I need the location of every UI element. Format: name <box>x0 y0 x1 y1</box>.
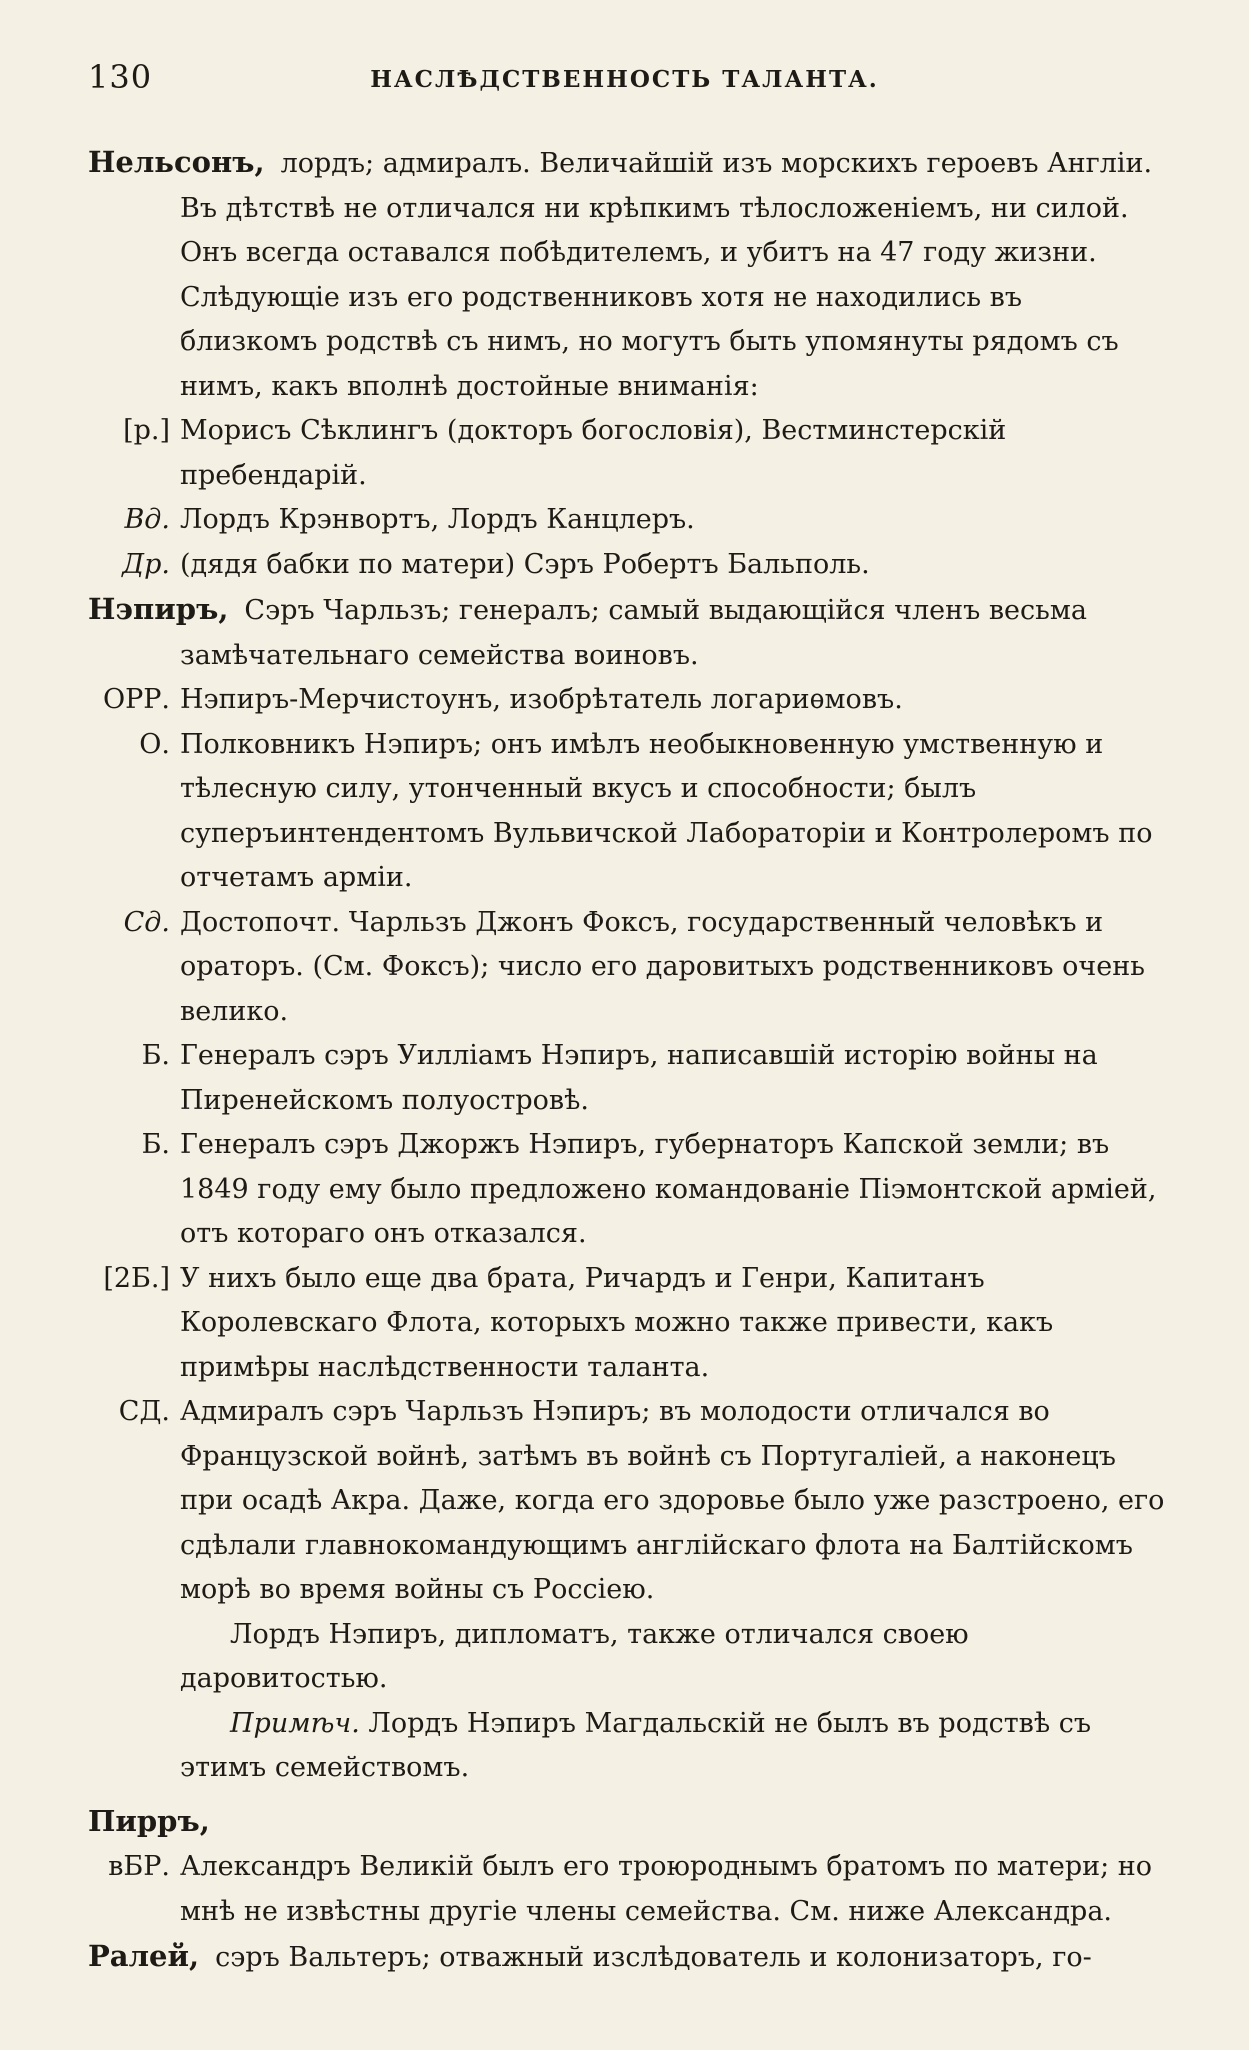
relative-entry <box>88 1257 1168 1391</box>
relation-text: Морисъ Сѣклингъ (докторъ богословія), Вестминстерскій пребендарій. <box>180 415 1007 491</box>
entry-name: Пирръ, <box>88 1803 210 1838</box>
relative-entry <box>88 901 1168 1035</box>
relative-entry <box>88 1034 1168 1123</box>
relation-text: Нэпиръ-Мерчистоунъ, изобрѣтатель логариѳмовъ. <box>180 684 903 715</box>
relation-text: У нихъ было еще два брата, Ричардъ и Генри, Капитанъ Королевскаго Флота, которыхъ можно также привести, какъ примѣры наслѣдственности таланта. <box>180 1262 1054 1383</box>
relation-text: Генералъ сэръ Уилліамъ Нэпиръ, написавшій исторію войны на Пиренейскомъ полуостровѣ. <box>180 1040 1098 1116</box>
relative-entry <box>88 1390 1168 1613</box>
entry-name: Ралей, <box>88 1939 200 1973</box>
paragraph-extra: Лордъ Нэпиръ, дипломатъ, также отличался своею даровитостью. <box>180 1618 969 1694</box>
relation-tag: [2Б.] <box>103 1262 170 1294</box>
relation-tag: Др. <box>122 548 170 580</box>
relation-text: Достопочт. Чарльзъ Джонъ Фоксъ, государственный человѣкъ и ораторъ. (См. Фоксъ); число его даровитыхъ родственниковъ очень велико. <box>180 906 1145 1027</box>
relation-tag: Вд. <box>124 504 170 535</box>
footnote-remark <box>88 1702 1168 1791</box>
relative-entry <box>88 723 1168 901</box>
running-title: НАСЛѢДСТВЕННОСТЬ ТАЛАНТА. <box>370 66 879 93</box>
entry-text: лордъ; адмиралъ. Величайшій изъ морскихъ героевъ Англіи. Въ дѣтствѣ не отличался ни крѣпкимъ тѣлосложеніемъ, ни силой. Онъ всегда оставался побѣдителемъ, и убитъ на 47 году жизни. Слѣдующіе изъ его родственниковъ хотя не находились въ близкомъ родствѣ съ нимъ, но могутъ быть упомянуты рядомъ съ нимъ, какъ вполнѣ достойные вниманія: <box>180 148 1153 402</box>
relation-tag: Сд. <box>123 906 170 938</box>
entry-name: Нельсонъ, <box>88 145 265 179</box>
relative-entry <box>88 543 1168 588</box>
entry-name: Нэпиръ, <box>88 592 229 626</box>
relation-text: Лордъ Крэнвортъ, Лордъ Канцлеръ. <box>180 504 695 535</box>
page-header <box>88 58 1161 106</box>
relation-text: Александръ Великій былъ его троюроднымъ братомъ по матери; но мнѣ не извѣстны другіе члены семейства. См. ниже Александра. <box>180 1851 1153 1927</box>
relative-entry <box>88 1123 1168 1257</box>
entry-pyrrhus <box>88 1799 1168 1846</box>
relation-tag: ОРР. <box>102 684 170 715</box>
relative-entry <box>88 409 1168 498</box>
entry-text: Сэръ Чарльзъ; генералъ; самый выдающійся членъ весьма замѣчательнаго семейства воиновъ. <box>180 595 1087 671</box>
note-text: Лордъ Нэпиръ Магдальскій не былъ въ родствѣ съ этимъ семействомъ. <box>180 1707 1091 1783</box>
relative-entry <box>88 678 1168 723</box>
relation-tag: Б. <box>141 1129 170 1160</box>
entry-napier <box>88 587 1168 678</box>
relation-tag: СД. <box>118 1396 170 1427</box>
relation-text: Полковникъ Нэпиръ; онъ имѣлъ необыкновенную умственную и тѣлесную силу, утонченный вкусъ и способности; былъ суперъинтендентомъ Вульвичской Лабораторіи и Контролеромъ по отчетамъ арміи. <box>180 728 1153 893</box>
relation-tag: О. <box>139 728 170 760</box>
relation-tag: Б. <box>141 1040 170 1071</box>
page-number: 130 <box>88 58 153 96</box>
relation-text: (дядя бабки по матери) Сэръ Робертъ Бальполь. <box>180 548 870 580</box>
entry-raleigh <box>88 1934 1168 1981</box>
note-label: Примѣч. <box>230 1707 360 1739</box>
entry-text: сэръ Вальтеръ; отважный изслѣдователь и колонизаторъ, го- <box>215 1942 1092 1973</box>
relation-text: Генералъ сэръ Джоржъ Нэпиръ, губернаторъ Капской земли; въ 1849 году ему было предложено командованіе Піэмонтской арміей, отъ котораго онъ отказался. <box>180 1129 1157 1249</box>
entry-nelson <box>88 140 1168 409</box>
relative-entry <box>88 1845 1168 1934</box>
relation-tag: [р.] <box>123 415 170 446</box>
relation-text: Адмиралъ сэръ Чарльзъ Нэпиръ; въ молодости отличался во Французской войнѣ, затѣмъ въ войнѣ съ Португаліей, а наконецъ при осадѣ Акра. Даже, когда его здоровье было уже разстроено, его сдѣлали главнокомандующимъ англійскаго флота на Балтійскомъ морѣ во время войны съ Россіею. <box>180 1396 1165 1605</box>
relative-entry <box>88 498 1168 543</box>
page-body <box>88 140 1168 1981</box>
relation-tag: вБР. <box>108 1851 170 1882</box>
